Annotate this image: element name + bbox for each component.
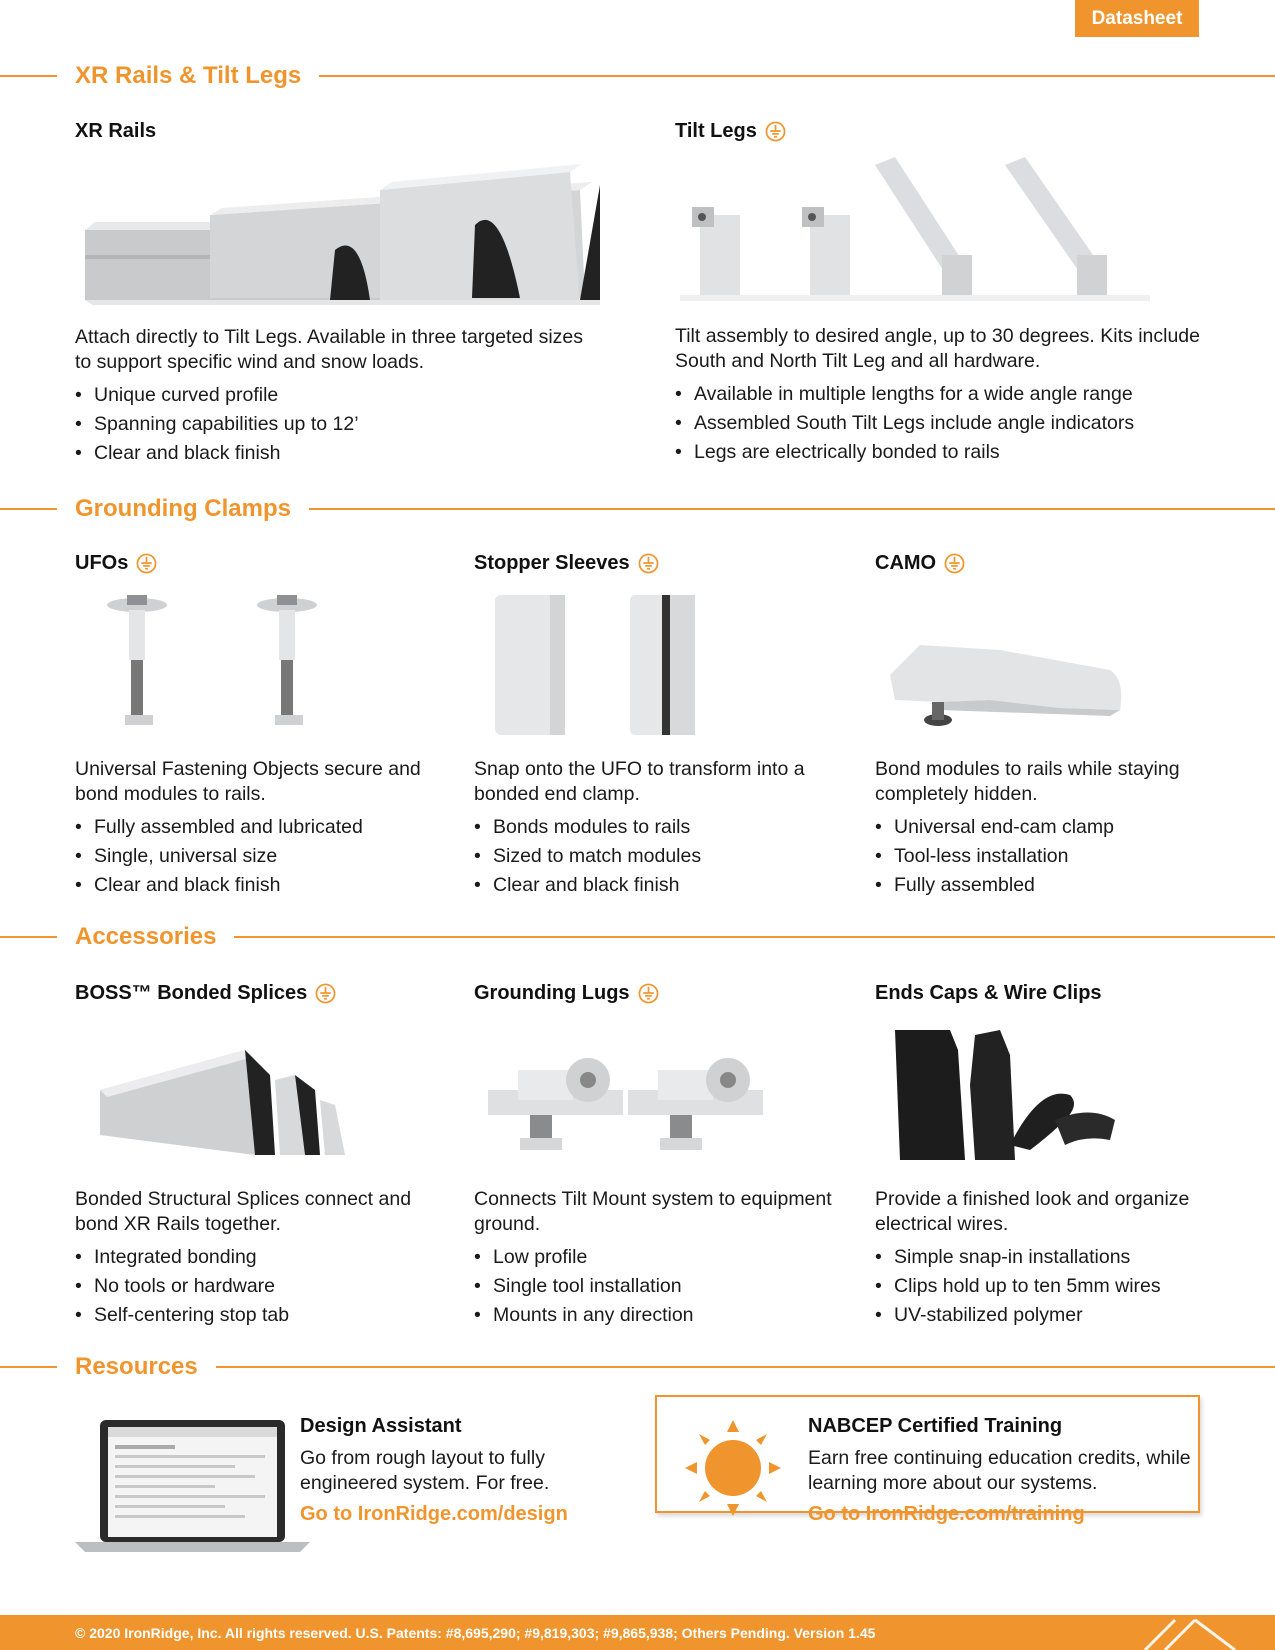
product-xr-rails bbox=[75, 118, 595, 144]
product-description: Bond modules to rails while staying completely hidden. bbox=[875, 758, 1180, 805]
endcaps-copy bbox=[875, 1187, 1255, 1330]
ground-icon bbox=[315, 983, 336, 1004]
feature-item: • Available in multiple lengths for a wide angle range bbox=[675, 380, 1215, 409]
ufos-copy bbox=[75, 757, 435, 900]
feature-item: • Tool-less installation bbox=[875, 842, 1235, 871]
feature-item: • Clear and black finish bbox=[474, 871, 834, 900]
feature-list bbox=[75, 381, 595, 468]
design-link[interactable]: Go to IronRidge.com/design bbox=[300, 1503, 568, 1525]
feature-item: • Bonds modules to rails bbox=[474, 813, 834, 842]
camo-copy bbox=[875, 757, 1235, 900]
training-link[interactable]: Go to IronRidge.com/training bbox=[808, 1503, 1085, 1525]
resource-design-assistant bbox=[300, 1415, 620, 1526]
product-boss-splices bbox=[75, 980, 455, 1006]
end-caps-image bbox=[890, 1025, 1150, 1170]
laptop-image bbox=[75, 1415, 310, 1555]
ground-icon bbox=[944, 553, 965, 574]
product-grounding-lugs bbox=[474, 980, 854, 1006]
feature-item: • Legs are electrically bonded to rails bbox=[675, 438, 1215, 467]
resource-title: Design Assistant bbox=[300, 1415, 462, 1437]
product-description: Bonded Structural Splices connect and bond XR Rails together. bbox=[75, 1188, 412, 1235]
product-title: CAMO bbox=[875, 550, 1235, 576]
feature-item: • Single, universal size bbox=[75, 842, 435, 871]
feature-item: • Clear and black finish bbox=[75, 871, 435, 900]
feature-item: • Self-centering stop tab bbox=[75, 1301, 455, 1330]
grounding-lugs-image bbox=[488, 1050, 768, 1160]
product-tilt-legs bbox=[675, 118, 1195, 144]
product-title: XR Rails bbox=[75, 119, 157, 142]
section-header-clamps bbox=[0, 493, 1275, 525]
lugs-copy bbox=[474, 1187, 854, 1330]
feature-item: • Low profile bbox=[474, 1243, 854, 1272]
section-title: Grounding Clamps bbox=[75, 495, 291, 522]
product-description: Connects Tilt Mount system to equipment ground. bbox=[474, 1188, 832, 1235]
product-title: Ends Caps & Wire Clips bbox=[875, 981, 1102, 1004]
section-title: Resources bbox=[75, 1353, 198, 1380]
section-title: Accessories bbox=[75, 923, 217, 950]
ground-icon bbox=[765, 121, 786, 142]
ground-icon bbox=[638, 983, 659, 1004]
feature-item: • Unique curved profile bbox=[75, 381, 595, 410]
footer-copyright: © 2020 IronRidge, Inc. All rights reserved. U.S. Patents: #8,695,290; #9,819,303; #9,865,938; Others Pending. Version 1.45 bbox=[75, 1624, 876, 1641]
product-stopper-sleeves bbox=[474, 550, 834, 576]
product-description: Provide a finished look and organize electrical wires. bbox=[875, 1188, 1190, 1235]
feature-item: • Assembled South Tilt Legs include angle indicators bbox=[675, 409, 1215, 438]
tilt-legs-image bbox=[680, 155, 1160, 305]
product-description: Snap onto the UFO to transform into a bonded end clamp. bbox=[474, 758, 805, 805]
xr-rails-image bbox=[80, 160, 600, 305]
ground-icon bbox=[638, 553, 659, 574]
feature-item: • Sized to match modules bbox=[474, 842, 834, 871]
product-description: Attach directly to Tilt Legs. Available in three targeted sizes to support specific wind and snow loads. bbox=[75, 326, 583, 373]
feature-list bbox=[474, 813, 834, 900]
sun-icon bbox=[683, 1418, 783, 1518]
feature-item: • Fully assembled bbox=[875, 871, 1235, 900]
feature-item: • No tools or hardware bbox=[75, 1272, 455, 1301]
product-description: Tilt assembly to desired angle, up to 30 degrees. Kits include South and North Tilt Leg and all hardware. bbox=[675, 325, 1200, 372]
feature-item: • Integrated bonding bbox=[75, 1243, 455, 1272]
product-title: Tilt Legs bbox=[675, 118, 1195, 144]
boss-copy bbox=[75, 1187, 455, 1330]
feature-list bbox=[75, 813, 435, 900]
feature-list bbox=[474, 1243, 854, 1330]
feature-item: • Simple snap-in installations bbox=[875, 1243, 1255, 1272]
section-header-rails bbox=[0, 60, 1275, 92]
resource-description: Earn free continuing education credits, while learning more about our systems. bbox=[808, 1447, 1191, 1494]
camo-image bbox=[880, 630, 1140, 740]
stopper-sleeves-image bbox=[490, 590, 740, 740]
feature-item: • Mounts in any direction bbox=[474, 1301, 854, 1330]
ufos-image bbox=[95, 590, 375, 740]
product-camo bbox=[875, 550, 1235, 576]
ground-icon bbox=[136, 553, 157, 574]
feature-item: • Clear and black finish bbox=[75, 439, 595, 468]
feature-item: • Clips hold up to ten 5mm wires bbox=[875, 1272, 1255, 1301]
section-title: XR Rails & Tilt Legs bbox=[75, 62, 302, 89]
xr-rails-copy bbox=[75, 325, 595, 468]
product-end-caps bbox=[875, 980, 1255, 1006]
resource-title: NABCEP Certified Training bbox=[808, 1415, 1063, 1437]
product-title: Stopper Sleeves bbox=[474, 550, 834, 576]
feature-item: • Single tool installation bbox=[474, 1272, 854, 1301]
product-description: Universal Fastening Objects secure and bond modules to rails. bbox=[75, 758, 421, 805]
boss-splice-image bbox=[95, 1045, 355, 1160]
product-title: Grounding Lugs bbox=[474, 980, 854, 1006]
feature-item: • Universal end-cam clamp bbox=[875, 813, 1235, 842]
feature-list bbox=[675, 380, 1215, 467]
section-header-resources bbox=[0, 1351, 1275, 1383]
feature-list bbox=[875, 813, 1235, 900]
resource-description: Go from rough layout to fully engineered system. For free. bbox=[300, 1447, 550, 1494]
feature-item: • Fully assembled and lubricated bbox=[75, 813, 435, 842]
feature-item: • Spanning capabilities up to 12’ bbox=[75, 410, 595, 439]
datasheet-badge: Datasheet bbox=[1075, 0, 1199, 37]
tilt-legs-copy bbox=[675, 324, 1215, 467]
logo-mark-icon bbox=[1075, 1615, 1275, 1650]
stopper-sleeves-copy bbox=[474, 757, 834, 900]
section-header-accessories bbox=[0, 921, 1275, 953]
footer-bar bbox=[0, 1615, 1275, 1650]
product-title: BOSS™ Bonded Splices bbox=[75, 980, 455, 1006]
feature-list bbox=[75, 1243, 455, 1330]
feature-item: • UV-stabilized polymer bbox=[875, 1301, 1255, 1330]
feature-list bbox=[875, 1243, 1255, 1330]
product-title: UFOs bbox=[75, 550, 435, 576]
product-ufos bbox=[75, 550, 435, 576]
resource-training bbox=[808, 1415, 1193, 1526]
